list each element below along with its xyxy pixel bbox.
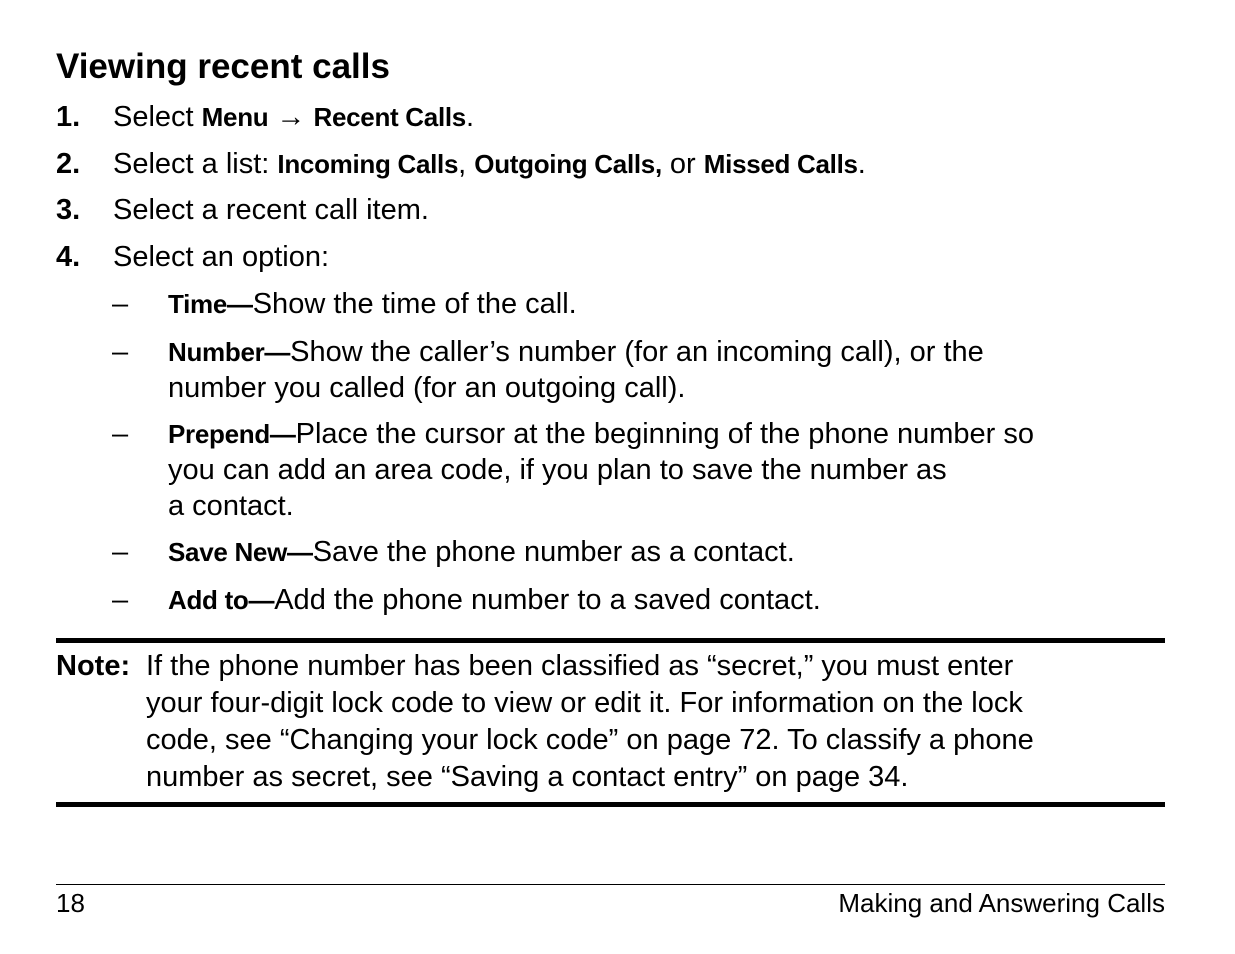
step-text-part: . [857, 148, 866, 180]
note-bottom-rule [56, 802, 1165, 807]
dash-bullet: – [112, 536, 129, 568]
dash-bullet: – [112, 584, 129, 616]
note-label: Note: [56, 650, 131, 682]
arrow-separator: → [268, 101, 314, 133]
step-text: Select an option: [113, 241, 330, 273]
section-heading: Viewing recent calls [56, 47, 390, 86]
step-text-part: Select [113, 101, 202, 133]
note-line: code, see “Changing your lock code” on page 72. To classify a phone [146, 724, 1034, 756]
option-description: Place the cursor at the beginning of the phone number so [295, 418, 1035, 450]
step-text: Select a recent call item. [113, 194, 429, 226]
option-text [168, 534, 1168, 570]
note-text [146, 648, 1165, 796]
step-number: 1. [56, 101, 81, 133]
note-line: If the phone number has been classified as “secret,” you must enter [146, 650, 1014, 682]
note-line: number as secret, see “Saving a contact entry” on page 34. [146, 761, 909, 793]
option-label: Save New— [168, 537, 313, 567]
option-description: Save the phone number as a contact. [312, 536, 795, 568]
step-number: 2. [56, 148, 81, 180]
step-number: 4. [56, 241, 81, 273]
step-text [113, 146, 866, 182]
ui-term-incoming-calls: Incoming Calls [277, 149, 459, 179]
option-description: Show the time of the call. [252, 288, 577, 320]
ui-term-menu: Menu [201, 102, 269, 132]
note-top-rule [56, 638, 1165, 643]
option-description-line: you can add an area code, if you plan to save the number as [168, 454, 947, 486]
option-label: Add to— [168, 585, 275, 615]
ui-term-recent-calls: Recent Calls [313, 102, 466, 132]
step-text [113, 99, 474, 135]
step-text-part: Select a list: [113, 148, 278, 180]
ui-term-missed-calls: Missed Calls [703, 149, 858, 179]
footer-section-title: Making and Answering Calls [838, 888, 1165, 918]
option-label: Time— [168, 289, 253, 319]
dash-bullet: – [112, 288, 129, 320]
step-number: 3. [56, 194, 81, 226]
step-text-part: or [661, 148, 704, 180]
option-description: Show the caller’s number (for an incoming call), or the [290, 336, 984, 368]
ui-term-outgoing-calls: Outgoing Calls, [474, 149, 662, 179]
option-text [168, 582, 1168, 618]
footer-rule [56, 884, 1165, 885]
page-number: 18 [56, 888, 85, 918]
option-label: Prepend— [168, 419, 296, 449]
manual-page [56, 0, 1165, 954]
option-text [168, 286, 1168, 322]
option-text [168, 334, 1168, 406]
option-description-line: a contact. [168, 490, 294, 522]
dash-bullet: – [112, 336, 129, 368]
note-line: your four-digit lock code to view or edit it. For information on the lock [146, 687, 1023, 719]
option-label: Number— [168, 337, 291, 367]
step-text-part: , [458, 148, 475, 180]
dash-bullet: – [112, 418, 129, 450]
option-text [168, 416, 1168, 524]
option-description-line: number you called (for an outgoing call). [168, 372, 686, 404]
option-description: Add the phone number to a saved contact. [274, 584, 821, 616]
step-text-part: . [465, 101, 475, 133]
